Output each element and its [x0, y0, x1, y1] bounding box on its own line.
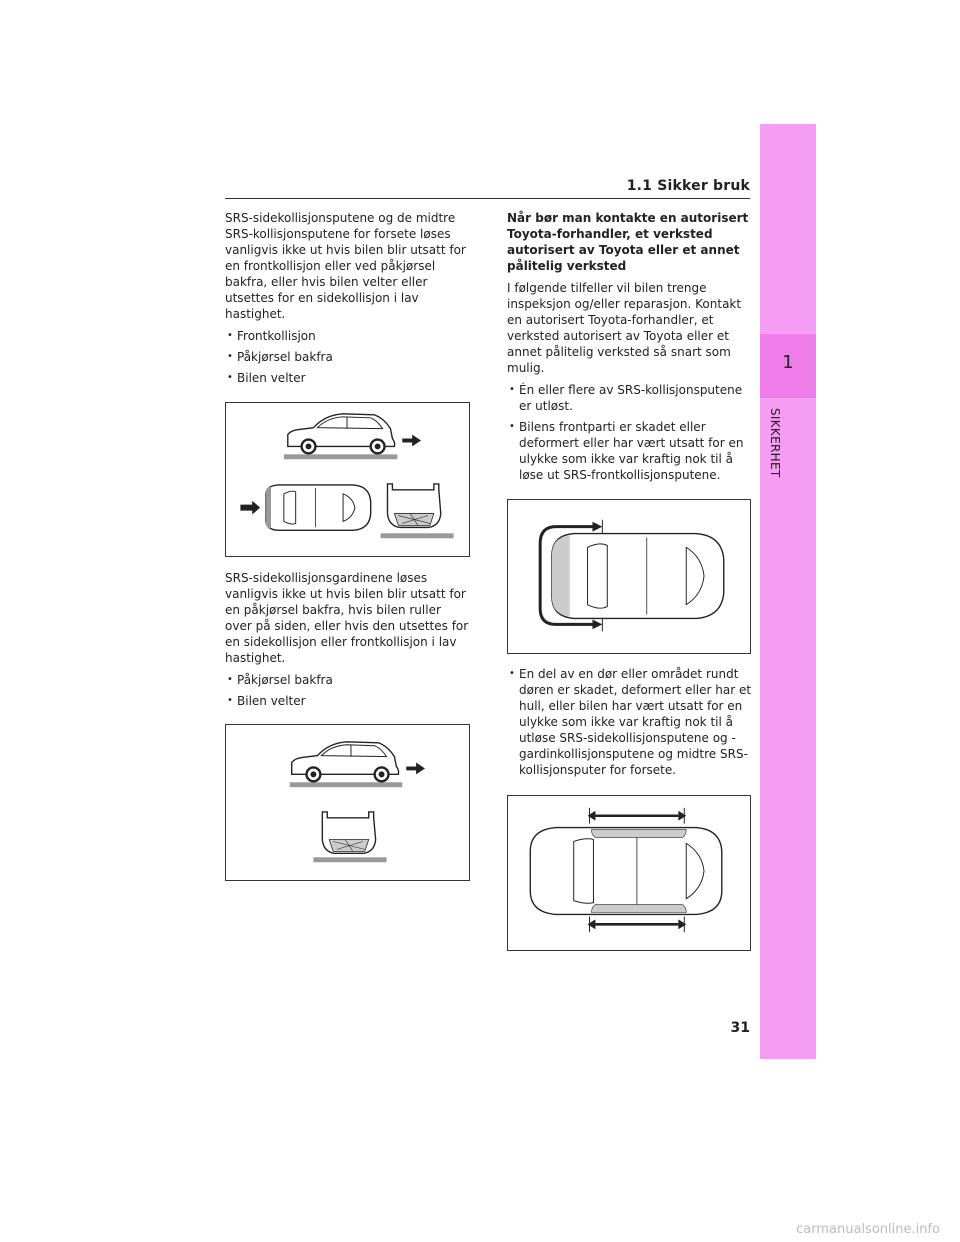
list-item: • En del av en dør eller området rundt døren er skadet, deformert eller har et hull, eller bilen har vært utsatt for en ulykke som ikke var kraftig nok til å utløse SRS-sidekollisjonsputene og -gardinkollisjonsputene og midtre SRS-kollisjonsputer for forsete.: [507, 666, 752, 778]
left-bullets-1: [225, 328, 470, 386]
left-paragraph-2: SRS-sidekollisjonsgardinene løses vanligvis ikke ut hvis bilen blir utsatt for en påkjørsel bakfra, hvis bilen ruller over på siden, eller hvis den utsettes for en sidekollisjon eller frontkollisjon i lav hastighet.: [225, 571, 469, 665]
chapter-label-text: SIKKERHET: [768, 408, 782, 478]
car-curtain-illustration: [226, 725, 469, 880]
chapter-number: 1: [782, 352, 794, 373]
left-bullets-2: [225, 672, 470, 709]
header-rule: [225, 198, 750, 199]
list-item: • Én eller flere av SRS-kollisjonsputene er utløst.: [507, 382, 752, 414]
list-item: • Bilen velter: [225, 693, 470, 709]
figure-curtain-collision: [225, 724, 470, 881]
right-column: [507, 210, 752, 488]
section-title: 1.1 Sikker bruk: [626, 178, 750, 194]
figure-side-damage: [507, 795, 751, 951]
list-item: • Frontkollisjon: [225, 328, 470, 344]
chapter-label: [766, 408, 788, 488]
right-bullets-1: [507, 382, 752, 483]
car-side-damage-illustration: [508, 796, 750, 950]
figure-collision-types: [225, 402, 470, 557]
right-bullets-2: [507, 666, 752, 778]
list-item: • Påkjørsel bakfra: [225, 349, 470, 365]
left-paragraph-1: SRS-sidekollisjonsputene og de midtre SRS-kollisjonsputene for forsete løses vanligvis ikke ut hvis bilen blir utsatt for en frontkollisjon eller ved påkjørsel bakfra, eller hvis bilen velter eller utsettes for en sidekollisjon i lav hastighet.: [225, 211, 466, 321]
right-column-lower: [507, 666, 752, 783]
right-heading: Når bør man kontakte en autorisert Toyota-forhandler, et verksted autorisert av Toyota eller et annet pålitelig verksted: [507, 211, 749, 273]
car-front-damage-illustration: [508, 500, 750, 653]
left-column-lower: [225, 570, 470, 714]
list-item: • Bilens frontparti er skadet eller deformert eller har vært utsatt for en ulykke som ikke var kraftig nok til å løse ut SRS-frontkollisjonsputene.: [507, 419, 752, 483]
left-column: [225, 210, 470, 391]
watermark-text: carmanualsonline.info: [796, 1222, 940, 1237]
car-collision-illustration: [226, 403, 469, 556]
chapter-tab-strip: [760, 124, 816, 1059]
list-item: • Bilen velter: [225, 370, 470, 386]
page-number: 31: [730, 1020, 750, 1036]
figure-front-damage: [507, 499, 751, 654]
right-paragraph-1: I følgende tilfeller vil bilen trenge inspeksjon og/eller reparasjon. Kontakt en autorisert Toyota-forhandler, et verksted autorisert av Toyota eller et annet pålitelig verksted så snart som mulig.: [507, 281, 742, 375]
list-item: • Påkjørsel bakfra: [225, 672, 470, 688]
